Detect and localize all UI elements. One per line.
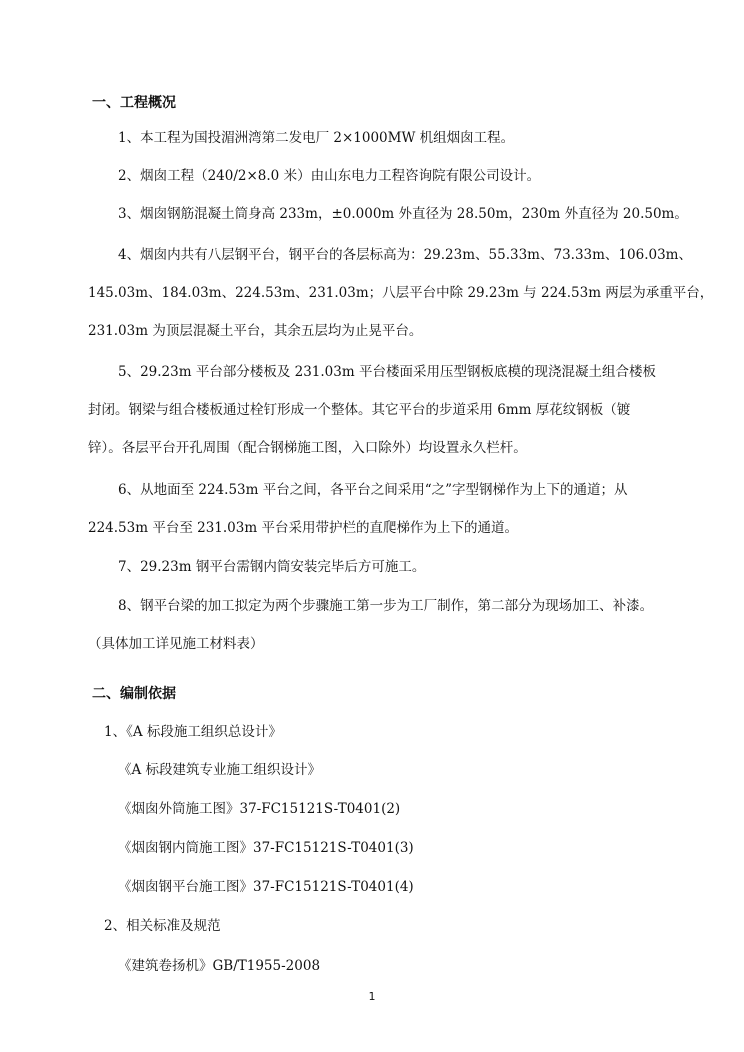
paragraph-line: 145.03m、184.03m、224.53m、231.03m；八层平台中除 29.23m 与 224.53m 两层为承重平台，: [88, 285, 714, 301]
paragraph-line: 224.53m 平台至 231.03m 平台采用带护栏的直爬梯作为上下的通道。: [88, 520, 518, 536]
paragraph-line: 1、本工程为国投湄洲湾第二发电厂 2×1000MW 机组烟囱工程。: [118, 130, 515, 146]
page-number: 1: [368, 990, 376, 1003]
paragraph-3: [88, 204, 698, 242]
section-heading-overview: 一、工程概况: [92, 95, 176, 111]
paragraph-2: [88, 166, 698, 204]
paragraph-5: [88, 362, 698, 476]
paragraph-1: [88, 128, 698, 166]
paragraph-6: [88, 480, 698, 556]
reference-document: 《烟囱钢内筒施工图》37-FC15121S-T0401(3): [118, 840, 414, 856]
basis-item-1: 1、《A 标段施工组织总设计》: [104, 724, 282, 740]
paragraph-line: 4、烟囱内共有八层钢平台，钢平台的各层标高为：29.23m、55.33m、73.33m、106.03m、: [118, 247, 692, 263]
paragraph-4: [88, 245, 714, 359]
section-heading-basis: 二、编制依据: [92, 686, 176, 702]
paragraph-line: 封闭。钢梁与组合楼板通过栓钉形成一个整体。其它平台的步道采用 6mm 厚花纹钢板（镀: [88, 402, 631, 418]
paragraph-7: [88, 557, 698, 595]
paragraph-8: [88, 596, 698, 672]
reference-document: 《建筑卷扬机》GB/T1955-2008: [118, 958, 321, 974]
reference-document: 《A 标段建筑专业施工组织设计》: [118, 762, 322, 778]
paragraph-line: 7、29.23m 钢平台需钢内筒安装完毕后方可施工。: [118, 559, 426, 575]
paragraph-line: 231.03m 为顶层混凝土平台，其余五层均为止晃平台。: [88, 323, 423, 339]
paragraph-line: 2、烟囱工程（240/2×8.0 米）由山东电力工程咨询院有限公司设计。: [118, 168, 541, 184]
reference-document: 《烟囱外筒施工图》37-FC15121S-T0401(2): [118, 801, 401, 817]
paragraph-line: （具体加工详见施工材料表）: [88, 636, 264, 652]
reference-document: 《烟囱钢平台施工图》37-FC15121S-T0401(4): [118, 879, 414, 895]
paragraph-line: 8、钢平台梁的加工拟定为两个步骤施工第一步为工厂制作，第二部分为现场加工、补漆。: [118, 598, 654, 614]
basis-item-2: 2、相关标准及规范: [104, 918, 221, 934]
paragraph-line: 5、29.23m 平台部分楼板及 231.03m 平台楼面采用压型钢板底模的现浇混凝土组合楼板: [118, 364, 656, 380]
paragraph-line: 3、烟囱钢筋混凝土筒身高 233m，±0.000m 外直径为 28.50m，230m 外直径为 20.50m。: [118, 206, 688, 222]
paragraph-line: 锌）。各层平台开孔周围（配合钢梯施工图，入口除外）均设置永久栏杆。: [88, 440, 527, 456]
paragraph-line: 6、从地面至 224.53m 平台之间，各平台之间采用“之”字型钢梯作为上下的通道；从: [118, 482, 628, 498]
